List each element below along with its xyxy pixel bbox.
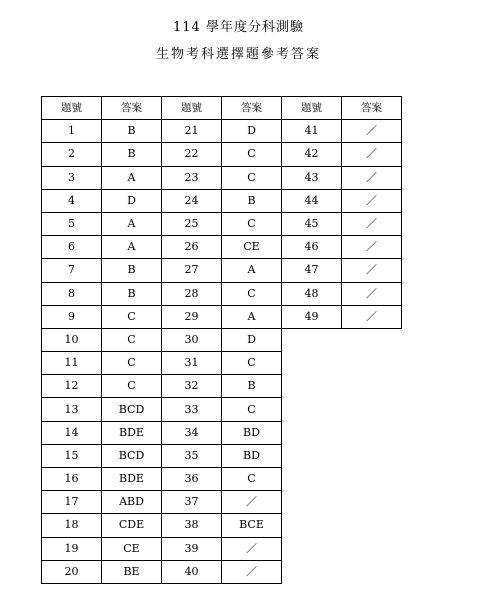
empty-cell — [282, 514, 342, 537]
answer-cell: BCD — [102, 444, 162, 467]
answer-cell: BCD — [102, 398, 162, 421]
table-row — [42, 421, 402, 444]
answer-cell: ／ — [342, 259, 402, 282]
answer-cell: BE — [102, 560, 162, 583]
header-answer: 答案 — [102, 97, 162, 120]
question-number-cell: 7 — [42, 259, 102, 282]
question-number-cell: 21 — [162, 120, 222, 143]
page-subtitle: 生物考科選擇題參考答案 — [155, 47, 321, 62]
question-number-cell: 26 — [162, 236, 222, 259]
question-number-cell: 45 — [282, 212, 342, 235]
question-number-cell: 14 — [42, 421, 102, 444]
answer-cell: BDE — [102, 421, 162, 444]
empty-cell — [342, 352, 402, 375]
empty-cell — [342, 537, 402, 560]
table-row — [42, 375, 402, 398]
header-question-number: 題號 — [42, 97, 102, 120]
question-number-cell: 5 — [42, 212, 102, 235]
question-number-cell: 32 — [162, 375, 222, 398]
table-row — [42, 166, 402, 189]
question-number-cell: 22 — [162, 143, 222, 166]
question-number-cell: 47 — [282, 259, 342, 282]
answer-cell: C — [222, 468, 282, 491]
question-number-cell: 19 — [42, 537, 102, 560]
answer-cell: D — [222, 120, 282, 143]
question-number-cell: 37 — [162, 491, 222, 514]
answer-cell: ／ — [342, 236, 402, 259]
answer-cell: ／ — [342, 166, 402, 189]
answer-cell: A — [222, 305, 282, 328]
table-row — [42, 259, 402, 282]
answer-cell: C — [222, 143, 282, 166]
question-number-cell: 31 — [162, 352, 222, 375]
answer-cell: ／ — [342, 143, 402, 166]
answer-table — [41, 96, 402, 584]
question-number-cell: 3 — [42, 166, 102, 189]
question-number-cell: 48 — [282, 282, 342, 305]
question-number-cell: 46 — [282, 236, 342, 259]
header-answer: 答案 — [222, 97, 282, 120]
answer-cell: CE — [222, 236, 282, 259]
table-row — [42, 236, 402, 259]
empty-cell — [282, 560, 342, 583]
answer-cell: C — [102, 352, 162, 375]
answer-cell: ／ — [342, 282, 402, 305]
question-number-cell: 39 — [162, 537, 222, 560]
answer-cell: ／ — [342, 212, 402, 235]
question-number-cell: 6 — [42, 236, 102, 259]
table-body — [42, 120, 402, 584]
answer-cell: D — [102, 189, 162, 212]
answer-cell: BDE — [102, 468, 162, 491]
empty-cell — [282, 328, 342, 351]
question-number-cell: 4 — [42, 189, 102, 212]
table-row — [42, 282, 402, 305]
empty-cell — [342, 444, 402, 467]
question-number-cell: 9 — [42, 305, 102, 328]
answer-cell: ／ — [222, 537, 282, 560]
answer-cell: A — [102, 236, 162, 259]
answer-cell: ／ — [222, 560, 282, 583]
answer-cell: ABD — [102, 491, 162, 514]
table-row — [42, 328, 402, 351]
question-number-cell: 30 — [162, 328, 222, 351]
answer-cell: C — [102, 305, 162, 328]
table-row — [42, 560, 402, 583]
question-number-cell: 12 — [42, 375, 102, 398]
table-row — [42, 305, 402, 328]
empty-cell — [342, 398, 402, 421]
question-number-cell: 11 — [42, 352, 102, 375]
answer-cell: CDE — [102, 514, 162, 537]
answer-cell: C — [222, 352, 282, 375]
question-number-cell: 28 — [162, 282, 222, 305]
question-number-cell: 36 — [162, 468, 222, 491]
answer-cell: C — [222, 398, 282, 421]
empty-cell — [282, 375, 342, 398]
empty-cell — [282, 491, 342, 514]
empty-cell — [282, 537, 342, 560]
table-row — [42, 537, 402, 560]
question-number-cell: 49 — [282, 305, 342, 328]
empty-cell — [342, 328, 402, 351]
question-number-cell: 25 — [162, 212, 222, 235]
question-number-cell: 38 — [162, 514, 222, 537]
table-row — [42, 468, 402, 491]
question-number-cell: 24 — [162, 189, 222, 212]
question-number-cell: 10 — [42, 328, 102, 351]
answer-cell: B — [102, 259, 162, 282]
question-number-cell: 41 — [282, 120, 342, 143]
header-question-number: 題號 — [282, 97, 342, 120]
answer-cell: C — [102, 328, 162, 351]
empty-cell — [342, 421, 402, 444]
answer-cell: CE — [102, 537, 162, 560]
answer-cell: A — [222, 259, 282, 282]
empty-cell — [282, 444, 342, 467]
answer-cell: BD — [222, 421, 282, 444]
answer-cell: A — [102, 166, 162, 189]
question-number-cell: 17 — [42, 491, 102, 514]
question-number-cell: 8 — [42, 282, 102, 305]
answer-cell: ／ — [342, 305, 402, 328]
answer-cell: C — [222, 166, 282, 189]
table-row — [42, 189, 402, 212]
answer-cell: B — [102, 143, 162, 166]
answer-cell: D — [222, 328, 282, 351]
answer-cell: ／ — [222, 491, 282, 514]
question-number-cell: 20 — [42, 560, 102, 583]
table-row — [42, 120, 402, 143]
empty-cell — [342, 514, 402, 537]
header-answer: 答案 — [342, 97, 402, 120]
empty-cell — [342, 491, 402, 514]
header-question-number: 題號 — [162, 97, 222, 120]
empty-cell — [282, 468, 342, 491]
empty-cell — [282, 352, 342, 375]
question-number-cell: 15 — [42, 444, 102, 467]
answer-cell: BCE — [222, 514, 282, 537]
answer-cell: B — [222, 375, 282, 398]
question-number-cell: 35 — [162, 444, 222, 467]
question-number-cell: 33 — [162, 398, 222, 421]
empty-cell — [342, 560, 402, 583]
answer-cell: B — [102, 120, 162, 143]
table-row — [42, 398, 402, 421]
question-number-cell: 13 — [42, 398, 102, 421]
empty-cell — [282, 421, 342, 444]
answer-cell: B — [102, 282, 162, 305]
answer-cell: B — [222, 189, 282, 212]
answer-cell: A — [102, 212, 162, 235]
table-row — [42, 444, 402, 467]
question-number-cell: 16 — [42, 468, 102, 491]
table-row — [42, 491, 402, 514]
question-number-cell: 43 — [282, 166, 342, 189]
empty-cell — [342, 375, 402, 398]
answer-cell: C — [222, 282, 282, 305]
answer-cell: ／ — [342, 189, 402, 212]
question-number-cell: 44 — [282, 189, 342, 212]
answer-cell: BD — [222, 444, 282, 467]
question-number-cell: 40 — [162, 560, 222, 583]
table-row — [42, 143, 402, 166]
table-row — [42, 352, 402, 375]
empty-cell — [282, 398, 342, 421]
table-row — [42, 514, 402, 537]
question-number-cell: 2 — [42, 143, 102, 166]
question-number-cell: 42 — [282, 143, 342, 166]
question-number-cell: 23 — [162, 166, 222, 189]
answer-cell: C — [102, 375, 162, 398]
answer-cell: ／ — [342, 120, 402, 143]
table-header-row — [42, 97, 402, 120]
page-title: 114 學年度分科測驗 — [173, 20, 304, 35]
question-number-cell: 27 — [162, 259, 222, 282]
table-row — [42, 212, 402, 235]
question-number-cell: 1 — [42, 120, 102, 143]
question-number-cell: 18 — [42, 514, 102, 537]
question-number-cell: 34 — [162, 421, 222, 444]
question-number-cell: 29 — [162, 305, 222, 328]
answer-cell: C — [222, 212, 282, 235]
empty-cell — [342, 468, 402, 491]
